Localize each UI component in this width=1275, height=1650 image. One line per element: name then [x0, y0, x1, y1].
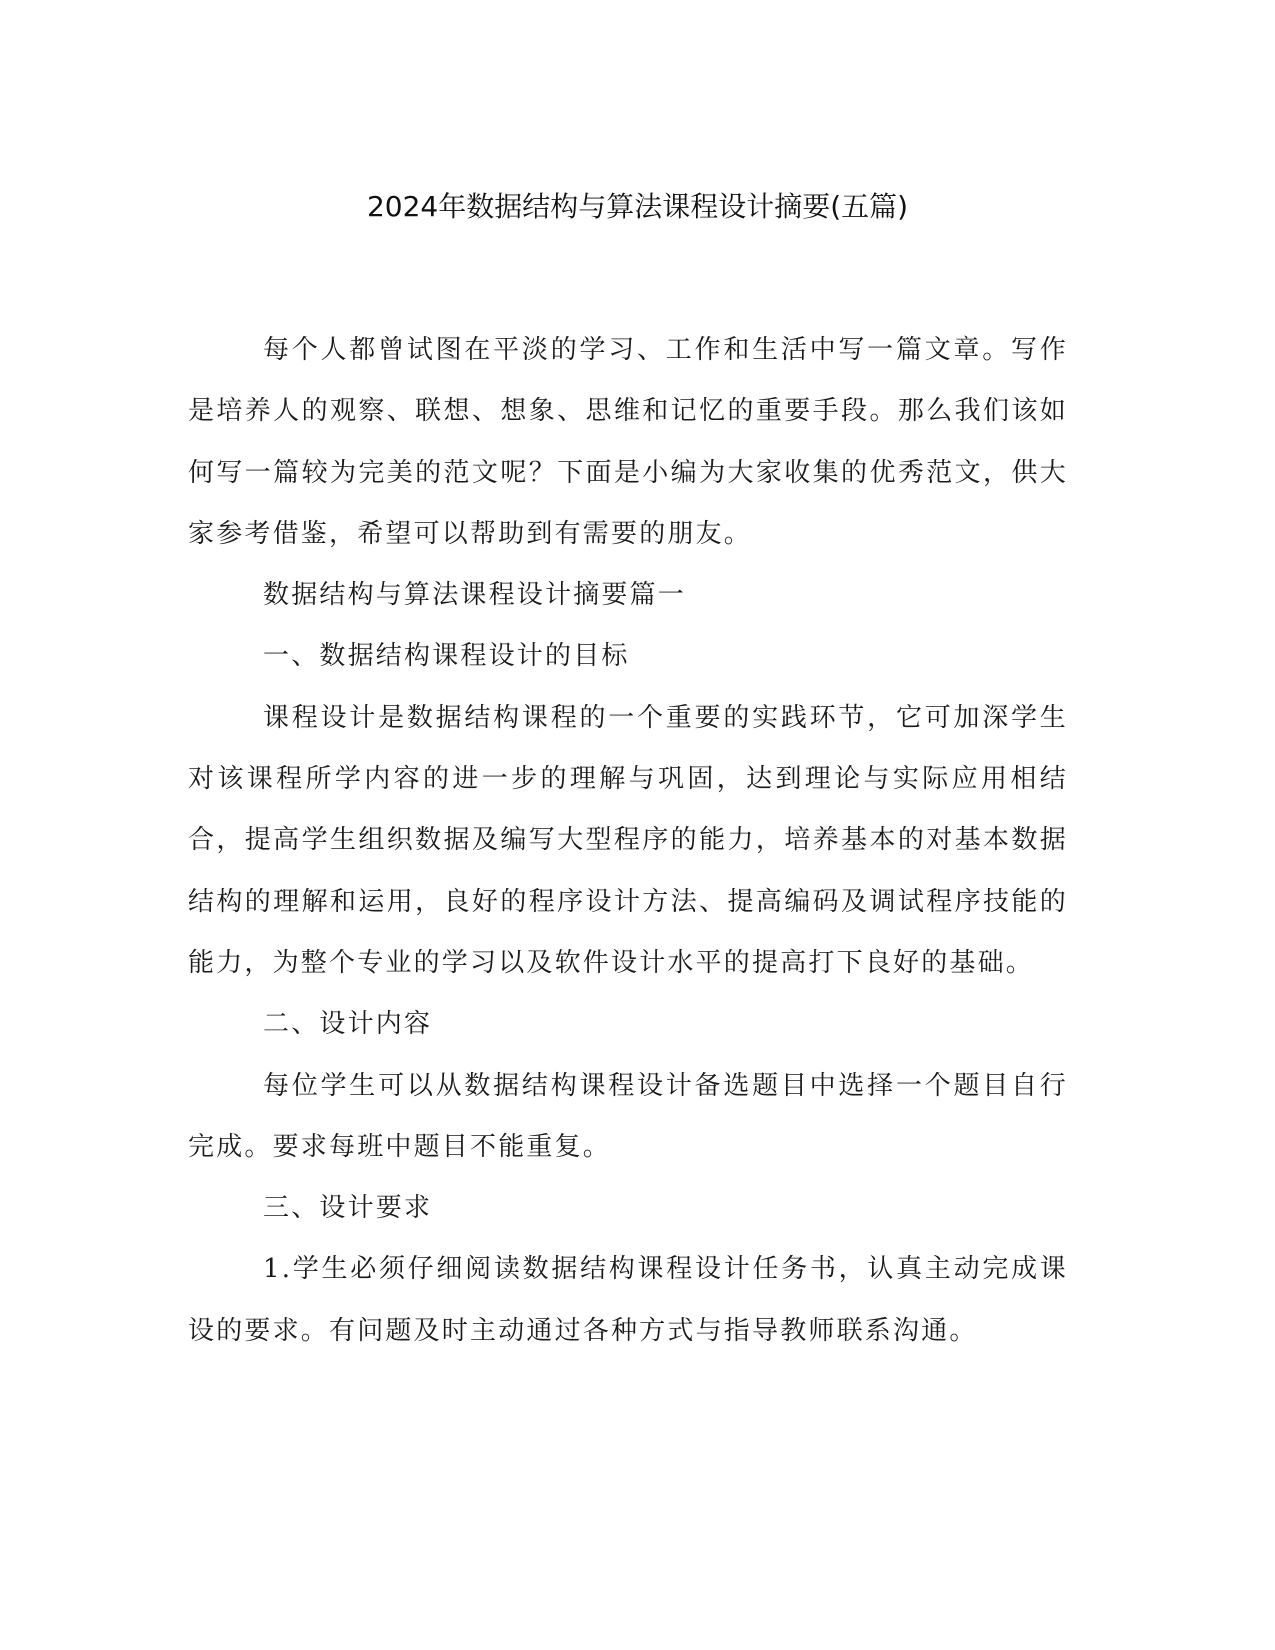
requirement-item-1: 1.学生必须仔细阅读数据结构课程设计任务书，认真主动完成课设的要求。有问题及时主动通过各种方式与指导教师联系沟通。	[188, 1254, 1068, 1346]
document-body	[188, 320, 1068, 1362]
objectives-paragraph: 课程设计是数据结构课程的一个重要的实践环节，它可加深学生对该课程所学内容的进一步的理解与巩固，达到理论与实际应用相结合，提高学生组织数据及编写大型程序的能力，培养基本的对基本数据结构的理解和运用，良好的程序设计方法、提高编码及调试程序技能的能力，为整个专业的学习以及软件设计水平的提高打下良好的基础。	[188, 702, 1068, 978]
subheading-design-requirements: 三、设计要求	[263, 1193, 433, 1224]
subheading-objectives: 一、数据结构课程设计的目标	[263, 641, 630, 672]
section-heading-part-one: 数据结构与算法课程设计摘要篇一	[263, 580, 687, 611]
subheading-design-content: 二、设计内容	[263, 1009, 433, 1040]
design-content-paragraph: 每位学生可以从数据结构课程设计备选题目中选择一个题目自行完成。要求每班中题目不能重复。	[188, 1070, 1068, 1162]
document-title: 2024年数据结构与算法课程设计摘要(五篇)	[366, 190, 909, 223]
intro-paragraph: 每个人都曾试图在平淡的学习、工作和生活中写一篇文章。写作是培养人的观察、联想、想象、思维和记忆的重要手段。那么我们该如何写一篇较为完美的范文呢？下面是小编为大家收集的优秀范文，供大家参考借鉴，希望可以帮助到有需要的朋友。	[188, 335, 1068, 549]
